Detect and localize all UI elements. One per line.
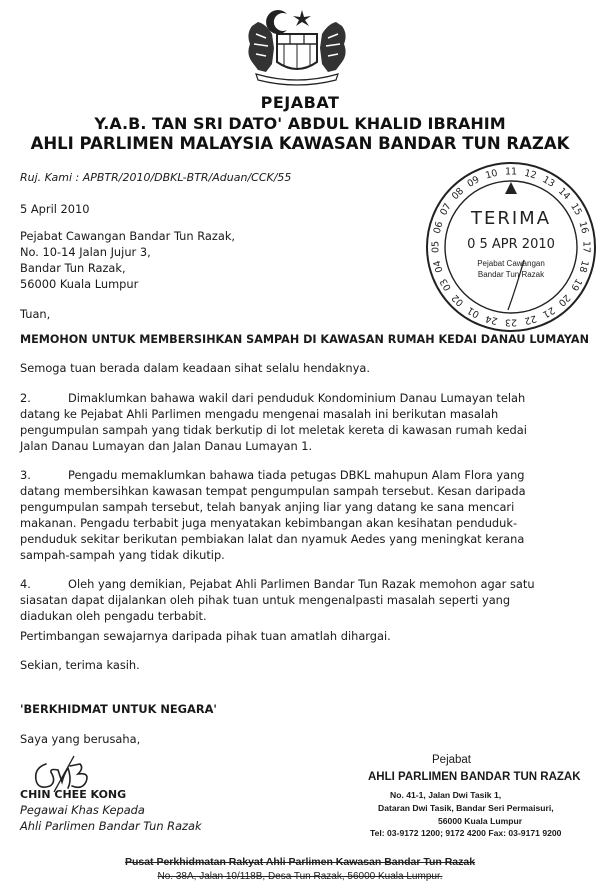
- stamp-office-1: Pejabat Cawangan: [477, 259, 545, 268]
- stamp-dial-number: 24: [484, 312, 499, 327]
- para-5: Pertimbangan sewajarnya daripada pihak tuan amatlah dihargai.: [20, 629, 391, 643]
- letter-date: 5 April 2010: [20, 202, 90, 216]
- office-stamp-line-5: 56000 Kuala Lumpur: [438, 816, 523, 826]
- office-stamp-line-2: AHLI PARLIMEN BANDAR TUN RAZAK: [368, 771, 581, 783]
- stamp-office-2: Bandar Tun Razak: [477, 270, 545, 279]
- stamp-dial-number: 01: [465, 304, 482, 320]
- stamp-dial-number: 13: [540, 174, 557, 190]
- stamp-dial-number: 08: [449, 185, 467, 203]
- stamp-dial-number: 18: [576, 259, 591, 274]
- para-2-line: Dimaklumkan bahawa wakil dari penduduk Kondominium Danau Lumayan telah: [68, 391, 526, 405]
- recipient-line-4: 56000 Kuala Lumpur: [20, 277, 139, 291]
- coat-of-arms-icon: [232, 4, 362, 86]
- para-3-line: Pengadu memaklumkan bahawa tiada petugas DBKL mahupun Alam Flora yang: [68, 468, 525, 482]
- para-2-line: datang ke Pejabat Ahli Parlimen mengadu mengenai masalah ini berikutan masalah: [20, 407, 499, 421]
- recipient-line-2: No. 10-14 Jalan Jujur 3,: [20, 245, 151, 259]
- stamp-date: 0 5 APR 2010: [467, 237, 555, 252]
- received-date-stamp: [424, 160, 598, 334]
- para-2-line: pengumpulan sampah yang tidak berkutip di lot meletak kereta di kawasan rumah kedai: [20, 423, 527, 437]
- recipient-line-1: Pejabat Cawangan Bandar Tun Razak,: [20, 229, 236, 243]
- header-pejabat: PEJABAT: [260, 93, 340, 112]
- para-6: Sekian, terima kasih.: [20, 658, 140, 672]
- stamp-dial-number: 14: [555, 185, 573, 203]
- office-stamp-line-4: Dataran Dwi Tasik, Bandar Seri Permaisuri,: [378, 803, 554, 813]
- para-2-line: Jalan Danau Lumayan dan Jalan Danau Lumayan 1.: [20, 439, 313, 453]
- stamp-dial-number: 10: [484, 167, 499, 182]
- stamp-label: TERIMA: [470, 208, 552, 229]
- footer-centre-name: Pusat Perkhidmatan Rakyat Ahli Parlimen Kawasan Bandar Tun Razak: [124, 856, 476, 868]
- stamp-dial-number: 04: [431, 259, 446, 274]
- salutation: Tuan,: [20, 307, 51, 321]
- stamp-dial-number: 07: [438, 201, 454, 218]
- greeting: Semoga tuan berada dalam keadaan sihat selalu hendaknya.: [20, 361, 370, 375]
- para-3-number: 3.: [20, 468, 31, 482]
- reference-number: Ruj. Kami : APBTR/2010/DBKL-BTR/Aduan/CCK/55: [20, 171, 292, 184]
- stamp-dial-number: 19: [568, 276, 584, 293]
- stamp-dial-number: 09: [465, 174, 482, 190]
- stamp-dial-number: 17: [580, 240, 592, 254]
- header-title: AHLI PARLIMEN MALAYSIA KAWASAN BANDAR TUN RAZAK: [30, 134, 570, 153]
- signatory-name: CHIN CHEE KONG: [20, 788, 127, 801]
- stamp-dial-number: 20: [555, 291, 573, 309]
- stamp-dial-number: 05: [430, 240, 442, 254]
- header-name: Y.A.B. TAN SRI DATO' ABDUL KHALID IBRAHIM: [94, 114, 506, 133]
- footer-address: No. 38A, Jalan 10/118B, Desa Tun Razak, 56000 Kuala Lumpur.: [157, 871, 443, 882]
- office-stamp-line-1: Pejabat: [432, 754, 472, 766]
- para-4-line: siasatan dapat dijalankan oleh pihak tuan untuk mengenalpasti masalah seperti yang: [20, 593, 511, 607]
- para-3-line: penduduk sekitar berikutan pembiakan lalat dan nyamuk Aedes yang meningkat kerana: [20, 532, 525, 546]
- para-3-line: datang membersihkan kawasan tempat pengumpulan sampah tersebut. Kesan daripada: [20, 484, 526, 498]
- signatory-title-1: Pegawai Khas Kepada: [20, 803, 145, 817]
- para-3-line: makanan. Pengadu terbabit juga menyatakan kebimbangan akan kesihatan penduduk-: [20, 516, 518, 530]
- stamp-arrow-icon: [505, 182, 517, 194]
- para-4-line: diadukan oleh pengadu terbabit.: [20, 609, 207, 623]
- stamp-dial-number: 15: [568, 201, 584, 218]
- stamp-dial-number: 16: [576, 220, 591, 235]
- para-2-number: 2.: [20, 391, 31, 405]
- office-stamp-line-3: No. 41-1, Jalan Dwi Tasik 1,: [390, 790, 502, 800]
- office-stamp-line-6: Tel: 03-9172 1200; 9172 4200 Fax: 03-9171 9200: [370, 828, 562, 838]
- motto: 'BERKHIDMAT UNTUK NEGARA': [20, 702, 217, 716]
- closing: Saya yang berusaha,: [20, 732, 141, 746]
- stamp-dial-number: 11: [504, 166, 518, 178]
- stamp-dial-number: 22: [523, 312, 538, 327]
- para-3-line: sampah-sampah yang tidak dikutip.: [20, 548, 225, 562]
- para-4-line: Oleh yang demikian, Pejabat Ahli Parlimen Bandar Tun Razak memohon agar satu: [68, 577, 535, 591]
- recipient-line-3: Bandar Tun Razak,: [20, 261, 126, 275]
- stamp-dial-number: 23: [504, 316, 518, 328]
- para-4-number: 4.: [20, 577, 31, 591]
- stamp-dial-number: 21: [540, 304, 557, 320]
- para-3-line: pengumpulan sampah tersebut, telah banyak anjing liar yang datang ke sana mencari: [20, 500, 515, 514]
- stamp-dial-number: 12: [523, 167, 538, 182]
- stamp-dial-number: 03: [438, 276, 454, 293]
- letter-subject: MEMOHON UNTUK MEMBERSIHKAN SAMPAH DI KAWASAN RUMAH KEDAI DANAU LUMAYAN: [20, 333, 589, 346]
- stamp-dial-number: 02: [449, 291, 467, 309]
- stamp-dial-number: 06: [431, 220, 446, 235]
- signatory-title-2: Ahli Parlimen Bandar Tun Razak: [20, 819, 202, 833]
